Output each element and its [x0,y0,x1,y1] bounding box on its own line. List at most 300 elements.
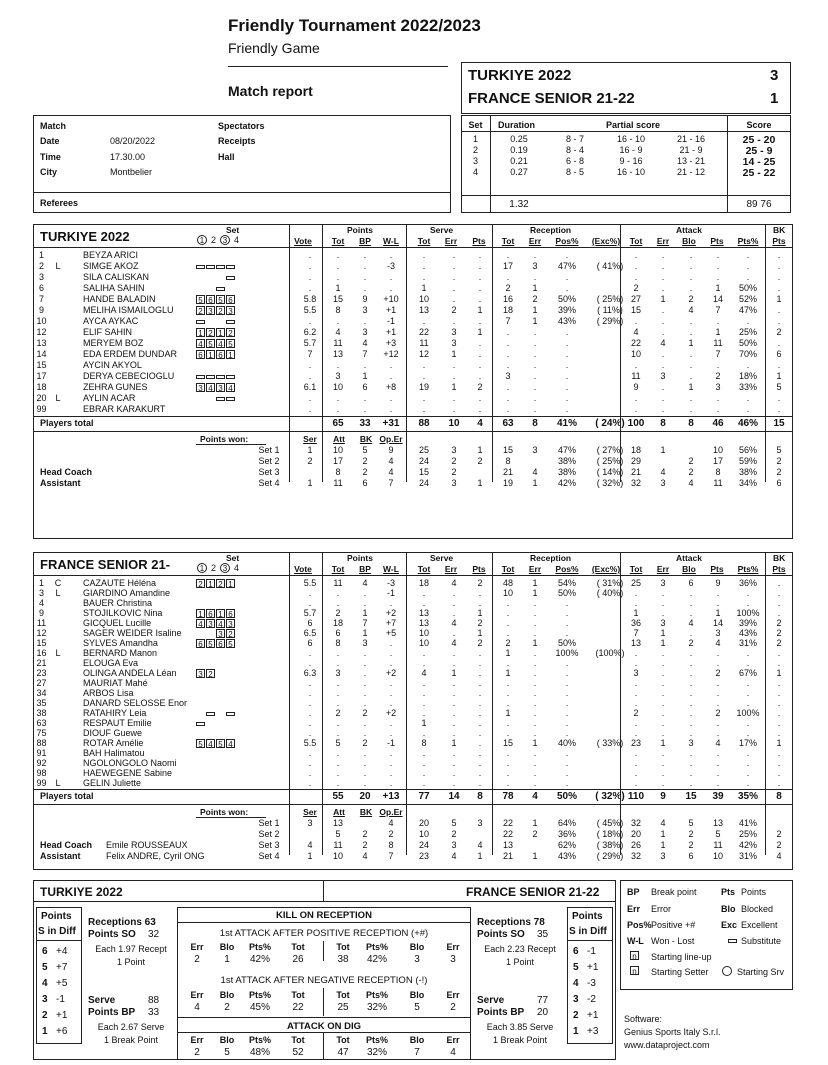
stat-at: . [634,393,638,403]
col-header-bp: BP [359,236,371,246]
date-label: Date [40,136,60,146]
player-name: OLINGA ANDELA Léan [83,668,177,678]
player-number: 23 [36,668,47,678]
stat-header: Err [190,990,204,1000]
stat-ae: 4 [660,338,666,348]
stat-header: Err [446,990,460,1000]
stat-ae: . [661,658,665,668]
stat-header: Blo [219,990,235,1000]
stat-re: . [533,618,537,628]
stat-at: 15 [630,305,641,315]
stat-sp: 1 [477,608,483,618]
player-name: AYCIN AKYOL [83,360,142,370]
stat-sp: . [478,294,482,304]
stat-ap: . [716,748,720,758]
stat-rt: . [506,748,510,758]
set-stat-att: 17 [332,456,343,466]
stat-value: 5 [414,1002,420,1013]
total-ae: 8 [660,418,666,429]
player-name: GICQUEL Lucille [83,618,152,628]
stat-se: . [452,718,456,728]
stat-bk: . [777,748,781,758]
stat-value: 26 [292,954,304,965]
sets-header-set: Set [468,120,483,130]
serve-label: Serve [477,995,505,1006]
assistant-name: Felix ANDRE, Cyril ONG [106,851,205,861]
stat-header: Tot [291,942,305,952]
stat-ap: . [716,658,720,668]
set-stat-rexc: ( 38%) [596,840,624,850]
stat-rpos: . [565,393,569,403]
stat-ap: 2 [715,371,721,381]
stat-rt: . [506,338,510,348]
rotation-box: 3 [196,383,205,392]
player-row [33,283,793,294]
set-stat-bk: 2 [362,456,368,466]
stat-ap: 2 [715,668,721,678]
stat-value: 47 [337,1047,349,1058]
col-header-err: Err [444,564,458,574]
stat-vote: . [308,261,312,271]
stat-app: . [746,404,750,414]
set-stat-sp: 2 [477,456,483,466]
stat-bk: . [777,768,781,778]
set-stat-rpos: 38% [557,467,576,477]
set-stat-oper: 9 [388,445,394,455]
partial-score-16: 9 - 16 [619,156,643,166]
set-final-score: 25 - 9 [745,145,773,157]
stat-rt: . [506,608,510,618]
player-name: HAEWEGENE Sabine [83,768,173,778]
stat-value: 25 [337,1002,349,1013]
stat-se: 4 [451,618,457,628]
player-number: 35 [36,698,47,708]
stat-st: 4 [421,668,427,678]
stat-vote: 6.1 [303,382,317,392]
stat-ab: . [689,688,693,698]
stat-vote: 5.5 [303,578,317,588]
stat-st: . [422,316,426,326]
set-stat-ab: 2 [688,467,694,477]
stat-wl: . [389,748,393,758]
spectators-label: Spectators [218,121,265,131]
stat-bp: 2 [362,708,368,718]
stat-value: 52 [292,1047,304,1058]
col-header-exc: (Exc%) [591,236,621,246]
sin-diff-label: S in Diff [569,926,607,937]
stat-tot: 3 [335,668,341,678]
team-name: FRANCE SENIOR 21- [40,557,171,572]
stat-bk: 2 [776,327,782,337]
set-stat-at: 26 [630,840,641,850]
stat-sp: 1 [477,305,483,315]
stat-vote: 6 [307,638,313,648]
bench-mark [216,287,225,291]
set-final-score: 25 - 20 [742,134,776,146]
player-role: L [55,261,61,271]
stat-vote: 6.5 [303,628,317,638]
away-team-sets: 1 [770,90,779,107]
stat-wl: +5 [385,628,397,638]
player-name: ZEHRA GUNES [83,382,148,392]
stat-ae: . [661,598,665,608]
stat-at: 2 [633,708,639,718]
rotation-box: 3 [216,383,225,392]
set-stat-re: 2 [532,829,538,839]
stat-header: Blo [409,1035,425,1045]
stat-se: 4 [451,578,457,588]
stat-re: 3 [532,261,538,271]
rotation-box: 2 [206,328,215,337]
stat-bp: . [363,598,367,608]
player-number: 2 [38,261,44,271]
stat-ap: 3 [715,628,721,638]
stat-tot: 4 [335,327,341,337]
stat-re: . [533,360,537,370]
receipts-label: Receipts [218,136,256,146]
stat-value: 7 [414,1047,420,1058]
substitute-mark [728,939,737,943]
stat-rt: . [506,678,510,688]
player-row [33,778,793,789]
stat-ap: 1 [715,283,721,293]
sin-diff-label: S in Diff [38,926,76,937]
player-number: 75 [36,728,47,738]
set-stat-bk: 6 [362,478,368,488]
col-header-err: Err [656,236,670,246]
city-label: City [40,167,58,177]
set-number: 3 [472,156,478,166]
set-stat-rexc: ( 45%) [596,818,624,828]
stat-value: 22 [292,1002,304,1013]
stat-re: . [533,349,537,359]
player-number: 11 [36,618,47,628]
rotation-box: 1 [216,609,225,618]
player-name: ELIF SAHIN [83,327,133,337]
stat-wl: . [389,698,393,708]
set-stat-att: 5 [335,829,341,839]
col-header-tot: Tot [417,564,431,574]
player-role: L [55,393,61,403]
stat-st: . [422,250,426,260]
player-name: ELOUGA Eva [83,658,139,668]
col-header-ptsp: Pts% [737,564,759,574]
stat-bk: 1 [776,738,782,748]
stat-re: . [533,327,537,337]
points-diff-value: +7 [56,962,68,973]
set-stat-rexc: ( 25%) [596,456,624,466]
stat-app: . [746,698,750,708]
stat-re: . [533,708,537,718]
stat-st: . [422,272,426,282]
set-stats-label: Set 4 [258,851,280,861]
pw-header-bk2: BK [359,807,373,817]
set-stat-ser: 2 [307,456,313,466]
stat-bk: . [777,728,781,738]
rotation-box: 3 [196,669,205,678]
stat-wl: . [389,371,393,381]
player-number: 27 [36,678,47,688]
stat-wl: -3 [386,578,395,588]
player-row [33,349,793,360]
set-stat-bk: 5 [362,445,368,455]
rotation-box: 5 [216,739,225,748]
stat-tot: 2 [335,708,341,718]
stat-rt: . [506,758,510,768]
stat-wl: +8 [385,382,397,392]
attack-on-dig-title: ATTACK ON DIG [286,1021,362,1032]
legend-blo: Blo [721,904,736,914]
set-stat-rt: 22 [502,829,513,839]
stat-st: 19 [418,382,429,392]
stat-st: . [422,598,426,608]
stat-tot: . [336,768,340,778]
stat-header: Pts% [248,1035,271,1045]
rotation-box: 1 [206,579,215,588]
stat-re: 1 [532,283,538,293]
stat-se: . [452,608,456,618]
stat-ae: . [661,768,665,778]
player-role: C [54,578,62,588]
set-stats-label: Set 3 [258,840,280,850]
stat-header: Tot [336,990,350,1000]
stat-rpos: . [565,698,569,708]
set-stat-ser: 3 [307,818,313,828]
set-stat-bk: 2 [362,840,368,850]
rotation-box: 6 [226,295,235,304]
stat-rt: 1 [505,668,511,678]
stat-st: . [422,648,426,658]
team-name: TURKIYE 2022 [40,229,130,244]
stat-se: . [452,778,456,788]
stat-rt: 2 [505,283,511,293]
stat-vote: . [308,598,312,608]
software-url: www.dataproject.com [624,1040,710,1050]
stat-se: 1 [451,668,457,678]
stat-ap: . [716,698,720,708]
time-label: Time [40,152,61,162]
stat-re: 1 [532,305,538,315]
stat-vote: . [308,728,312,738]
stat-sp: . [478,588,482,598]
stat-st: . [422,708,426,718]
points-label: Points [572,911,603,922]
stat-rpos: 50% [557,588,576,598]
stat-rpos: . [565,628,569,638]
set-stat-ab: 5 [688,818,694,828]
stat-at: . [634,768,638,778]
stat-st: . [422,588,426,598]
player-name: GELIN Juliette [83,778,142,788]
points-diff-value: -2 [587,994,596,1005]
set-stat-rexc: ( 27%) [596,445,624,455]
stat-ae: . [661,393,665,403]
stat-ae: . [661,272,665,282]
rotation-box: 4 [206,383,215,392]
stat-re: . [533,382,537,392]
stat-ap: 14 [712,618,723,628]
set-stat-rexc: ( 18%) [596,829,624,839]
rotation-box: 6 [226,609,235,618]
stat-ap: . [716,360,720,370]
stat-bp: 7 [362,618,368,628]
match-report-label: Match report [228,83,313,99]
reception-count: Receptions 78 [477,917,545,928]
stat-wl: +3 [385,338,397,348]
stat-re: 1 [532,316,538,326]
points-so-value: 32 [148,929,160,940]
stat-tot: . [336,698,340,708]
stat-bp: . [363,261,367,271]
stat-rexc: ( 29%) [596,316,624,326]
player-number: 12 [36,628,47,638]
stat-se: 1 [451,382,457,392]
stat-at: . [634,778,638,788]
stat-header: Tot [291,1035,305,1045]
stat-tot: 13 [332,349,343,359]
player-row [33,360,793,371]
stat-st: 13 [418,618,429,628]
total-wl: +13 [382,791,400,802]
partial-score-21: 21 - 9 [679,145,703,155]
set-stat-oper: 4 [388,456,394,466]
rotation-box: 6 [196,639,205,648]
rotation-box: 1 [216,328,225,337]
rotation-box: 2 [216,579,225,588]
stat-ap: . [716,648,720,658]
stat-bk: . [777,404,781,414]
stat-se: . [452,768,456,778]
stat-ae: . [661,250,665,260]
rotation-box: 5 [226,339,235,348]
stat-at: 23 [630,738,641,748]
stat-st: . [422,371,426,381]
stat-st: 11 [419,338,429,348]
set-marks [196,393,236,404]
stat-wl: . [389,648,393,658]
player-number: 17 [36,371,47,381]
set-stat-rpos: 64% [557,818,576,828]
stat-ap: . [716,678,720,688]
stat-at: 36 [630,618,641,628]
set-stat-at: 18 [630,445,641,455]
points-diff-value: +1 [587,962,599,973]
stat-se: . [452,283,456,293]
set-stat-se: 3 [451,478,457,488]
set-stat-ab: 6 [688,851,694,861]
stat-app: 17% [738,738,757,748]
set-num: 1 [197,235,207,245]
stat-ae: 3 [660,618,666,628]
set-num: 4 [234,563,240,573]
col-header-tot: Tot [629,564,643,574]
set-stat-oper: 4 [388,818,394,828]
set-marks [196,261,236,272]
player-name: MELIHA ISMAILOGLU [83,305,174,315]
player-name: EBRAR KARAKURT [83,404,166,414]
player-row [33,382,793,393]
points-threshold: 2 [42,1010,48,1021]
stat-wl: . [389,250,393,260]
stat-bk: . [777,360,781,370]
stat-bp: 2 [362,738,368,748]
stat-re: 1 [532,738,538,748]
legend-wl_txt: Won - Lost [651,936,695,946]
stat-rt: 15 [502,738,513,748]
stat-vote: 5.8 [303,294,317,304]
assistant-label: Assistant [40,851,81,861]
stat-bp: . [363,768,367,778]
bench-mark [226,397,235,401]
set-stats-row [33,445,793,456]
stat-rt: . [506,272,510,282]
stat-ab: . [689,718,693,728]
stat-rpos: . [565,283,569,293]
set-stat-ae: 4 [660,467,666,477]
points-bp-value: 20 [537,1007,549,1018]
stat-at: . [634,718,638,728]
hall-label: Hall [218,152,235,162]
col-header-blo: Blo [682,564,696,574]
set-stat-rt: 19 [502,478,513,488]
stat-tot: . [336,778,340,788]
serve-label: Serve [88,995,116,1006]
stat-rpos: 50% [557,294,576,304]
each-recept: Each 1.97 Recept [95,944,167,954]
rotation-box: 5 [206,639,215,648]
stat-wl: +2 [385,668,397,678]
points-threshold: 3 [42,994,48,1005]
rotation-box: 3 [226,306,235,315]
stat-se: . [452,708,456,718]
stat-wl: . [389,658,393,668]
stat-wl: +7 [385,618,397,628]
stat-wl: . [389,283,393,293]
legend-pos_txt: Positive +# [651,920,696,930]
set-stat-st: 10 [418,829,429,839]
player-name: SALIHA SAHIN [83,283,145,293]
set-stat-bk2: 2 [776,829,782,839]
stat-ab: 1 [688,338,694,348]
bench-mark [206,712,215,716]
stat-ap: 14 [712,294,723,304]
col-header-exc: (Exc%) [591,564,621,574]
player-name: BAUER Christina [83,598,153,608]
stat-sp: . [478,688,482,698]
legend-starting_srv: Starting Srv [737,967,785,977]
bench-mark [226,712,235,716]
legend-exc: Exc [721,920,738,930]
stat-se: . [452,728,456,738]
stat-ap: . [716,272,720,282]
stat-vote: . [308,778,312,788]
rotation-box: 1 [196,328,205,337]
stat-ab: . [689,748,693,758]
stat-at: . [634,688,638,698]
stat-vote: . [308,658,312,668]
stat-vote: . [308,360,312,370]
legend-err_txt: Error [651,904,671,914]
set-stat-ae: 1 [660,829,666,839]
stat-at: . [634,748,638,758]
set-stat-rt: 21 [502,467,513,477]
total-ap: 39 [712,791,724,802]
player-number: 63 [36,718,47,728]
stat-rt: 16 [502,294,513,304]
bench-mark [196,265,205,269]
reception-header: Reception [530,225,572,235]
stat-rpos: . [565,678,569,688]
